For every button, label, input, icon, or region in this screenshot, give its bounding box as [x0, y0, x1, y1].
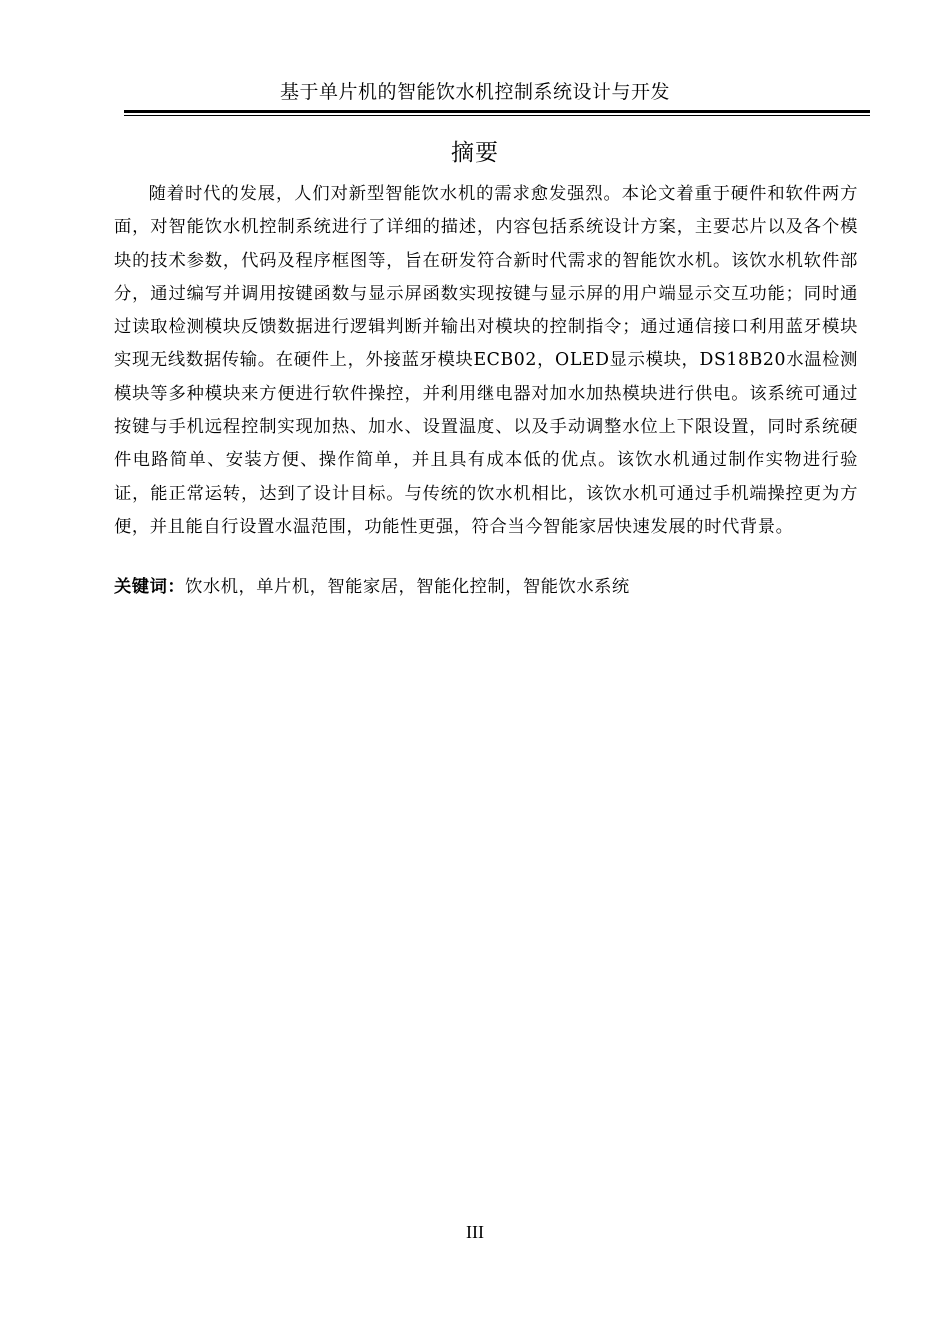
- header-rule-thick: [124, 110, 870, 113]
- header-rule-thin: [124, 115, 870, 116]
- keywords-line: [114, 572, 858, 602]
- keywords-label: 关键词：: [114, 577, 186, 597]
- abstract-body: 随着时代的发展，人们对新型智能饮水机的需求愈发强烈。本论文着重于硬件和软件两方面，对智能饮水机控制系统进行了详细的描述，内容包括系统设计方案，主要芯片以及各个模块的技术参数，代码及程序框图等，旨在研发符合新时代需求的智能饮水机。该饮水机软件部分，通过编写并调用按键函数与显示屏函数实现按键与显示屏的用户端显示交互功能；同时通过读取检测模块反馈数据进行逻辑判断并输出对模块的控制指令；通过通信接口利用蓝牙模块实现无线数据传输。在硬件上，外接蓝牙模块ECB02，OLED显示模块，DS18B20水温检测模块等多种模块来方便进行软件操控，并利用继电器对加水加热模块进行供电。该系统可通过按键与手机远程控制实现加热、加水、设置温度、以及手动调整水位上下限设置，同时系统硬件电路简单、安装方便、操作简单，并且具有成本低的优点。该饮水机通过制作实物进行验证，能正常运转，达到了设计目标。与传统的饮水机相比，该饮水机可通过手机端操控更为方便，并且能自行设置水温范围，功能性更强，符合当今智能家居快速发展的时代背景。: [114, 184, 858, 537]
- abstract-heading: 摘要: [451, 140, 499, 166]
- running-header-title: 基于单片机的智能饮水机控制系统设计与开发: [279, 81, 670, 103]
- page-number: III: [466, 1222, 484, 1242]
- keywords-text: 饮水机，单片机，智能家居，智能化控制，智能饮水系统: [185, 577, 630, 597]
- header-double-rule: [124, 110, 870, 116]
